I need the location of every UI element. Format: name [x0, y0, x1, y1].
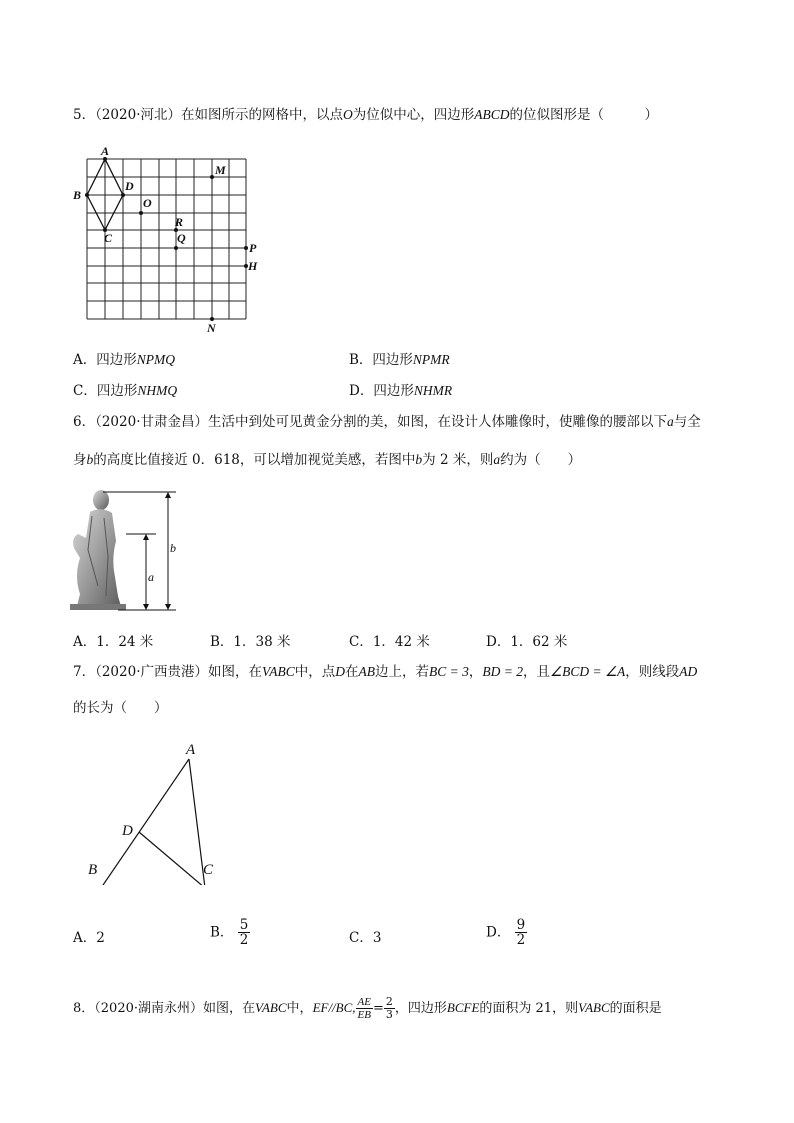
q5-option-d[interactable] — [349, 382, 452, 400]
q6-var-a: a — [493, 452, 501, 467]
q7-point-d: D — [335, 664, 345, 679]
q6-var-a: a — [667, 414, 674, 429]
option-name: NHMQ — [137, 383, 178, 398]
q5-option-c[interactable] — [73, 382, 177, 400]
option-fraction — [515, 918, 528, 947]
q5-point-o — [139, 211, 143, 215]
q5-label-m: M — [215, 163, 226, 177]
option-letter: C． — [349, 930, 373, 946]
q8-text: 如图，在 — [203, 1001, 256, 1016]
q6-option-d[interactable] — [486, 633, 567, 651]
q7-cond-angle: ∠BCD = ∠A — [549, 664, 626, 679]
option-letter: D． — [486, 634, 511, 650]
q7-text: ，则线段 — [625, 664, 680, 680]
q5-point-p — [244, 246, 248, 250]
q7-label-c: C — [203, 862, 214, 878]
option-letter: D． — [349, 383, 374, 399]
q7-text: 边上，若 — [375, 664, 429, 680]
fraction-denominator: 2 — [239, 932, 249, 948]
option-fraction — [238, 918, 251, 947]
q6-statue-figure — [68, 486, 183, 614]
q7-triangle: VABC — [262, 664, 295, 679]
fraction-denominator: 2 — [516, 932, 526, 948]
q5-label-a: A — [101, 144, 110, 158]
q8-number: 8． — [73, 1001, 95, 1016]
fraction-numerator: 2 — [385, 995, 393, 1008]
q7-label-b: B — [88, 862, 98, 878]
q5-label-o: O — [143, 196, 152, 210]
fraction-denominator: EB — [357, 1009, 371, 1021]
option-letter: C． — [349, 634, 373, 650]
option-prefix: 四边形 — [372, 352, 413, 368]
q8-source: （2020·湖南永州） — [94, 1001, 203, 1016]
q6-source: （2020·甘肃金昌） — [95, 414, 208, 430]
q7-text: 如图，在 — [208, 664, 262, 680]
q7-cond-bc: BC = 3 — [429, 664, 469, 679]
q5-point-d — [121, 193, 125, 197]
option-prefix: 四边形 — [373, 383, 414, 399]
q6-var-b: b — [415, 452, 423, 467]
fraction-numerator: 5 — [239, 917, 249, 933]
q8-triangle: VABC — [255, 1000, 287, 1015]
q8-text: 的面积是 — [609, 1001, 662, 1016]
q7-label-a: A — [186, 742, 196, 758]
q5-label-r: R — [175, 215, 184, 229]
q5-label-c: C — [104, 231, 113, 245]
option-text: 1．38 米 — [233, 634, 291, 650]
q7-segment-cd — [139, 832, 205, 885]
q8-text: ，四边形 — [394, 1001, 447, 1016]
q5-label-p: P — [249, 241, 257, 255]
q8-triangle: VABC — [578, 1000, 610, 1015]
option-letter: A． — [73, 352, 97, 368]
q6-label-b: b — [170, 541, 176, 555]
q6-text: 为 2 米，则 — [422, 452, 494, 468]
option-name: NPMR — [412, 352, 450, 367]
q7-label-d: D — [122, 823, 133, 839]
q6-text: 与全 — [673, 414, 701, 430]
q5-option-b[interactable] — [349, 351, 450, 369]
option-letter: A． — [73, 930, 97, 946]
option-text: 3 — [372, 930, 382, 946]
q5-label-b: B — [73, 188, 82, 202]
q7-option-b[interactable] — [210, 918, 250, 947]
q5-grid-figure — [70, 142, 270, 334]
q7-option-d[interactable] — [486, 918, 527, 947]
option-letter: C． — [73, 383, 97, 399]
q5-quad: ABCD — [474, 107, 510, 122]
fraction-numerator: 9 — [516, 917, 526, 933]
q5-stem — [73, 106, 658, 124]
q5-label-h: H — [248, 259, 258, 273]
q7-source: （2020·广西贵港） — [95, 664, 208, 680]
q5-source: （2020·河北） — [95, 107, 181, 123]
q6-option-c[interactable] — [349, 633, 430, 651]
q6-text: 生活中到处可见黄金分割的美，如图，在设计人体雕像时，使雕像的腰部以下 — [208, 414, 667, 430]
q6-stem-line1 — [73, 413, 701, 431]
q7-text: ，且 — [522, 664, 550, 680]
q5-text: 的位似图形是（ ） — [509, 107, 658, 123]
option-letter: B． — [210, 634, 234, 650]
q7-text: 在 — [345, 664, 359, 680]
q5-text: 为位似中心，四边形 — [352, 107, 475, 123]
q6-option-a[interactable] — [73, 633, 153, 651]
q7-text: 中，点 — [294, 664, 336, 680]
q8-quad: BCFE — [446, 1000, 480, 1015]
q6-text: 约为（ ） — [500, 452, 582, 468]
q8-stem — [73, 996, 662, 1021]
q8-equals: = — [372, 1001, 384, 1016]
q6-option-b[interactable] — [210, 633, 290, 651]
q8-fraction-ae-eb — [356, 996, 373, 1021]
q7-seg-ad: AD — [679, 664, 698, 679]
q8-fraction-2-3 — [384, 996, 395, 1021]
q5-point-o: O — [343, 107, 353, 122]
option-name: NPMQ — [136, 352, 175, 367]
option-text: 2 — [96, 930, 105, 946]
option-text: 1．24 米 — [96, 634, 154, 650]
q5-label-d: D — [125, 179, 134, 193]
q7-cond-bd: BD = 2 — [482, 664, 523, 679]
q5-label-n: N — [207, 321, 216, 334]
q7-text: ， — [468, 664, 483, 680]
q5-point-b — [85, 193, 89, 197]
option-prefix: 四边形 — [96, 352, 137, 368]
q6-number: 6． — [73, 414, 96, 430]
q8-text: 中， — [286, 1001, 313, 1016]
q6-text: 的高度比值接近 0．618，可以增加视觉美感，若图中 — [93, 452, 416, 468]
q6-label-a: a — [148, 570, 154, 584]
q5-number: 5． — [73, 107, 96, 123]
option-letter: A． — [73, 634, 97, 650]
q5-text: 在如图所示的网格中，以点 — [181, 107, 343, 123]
statue-icon — [70, 490, 126, 610]
option-prefix: 四边形 — [96, 383, 138, 399]
fraction-numerator: AE — [357, 996, 371, 1008]
option-text: 1．62 米 — [510, 634, 568, 650]
q5-point-m — [210, 175, 214, 179]
q8-cond-parallel: EF//BC, — [312, 1000, 356, 1015]
option-name: NHMR — [413, 383, 453, 398]
option-letter: B． — [210, 924, 234, 941]
q7-option-a[interactable] — [73, 929, 105, 947]
q5-label-q: Q — [177, 231, 186, 245]
option-letter: D． — [486, 924, 511, 941]
option-text: 1．42 米 — [372, 634, 430, 650]
q8-text: 的面积为 21，则 — [479, 1001, 579, 1016]
q7-side-ab — [101, 759, 189, 885]
q7-option-c[interactable] — [349, 929, 381, 947]
q5-option-a[interactable] — [73, 351, 175, 369]
q7-stem-line1 — [73, 663, 697, 681]
q6-var-b: b — [86, 452, 94, 467]
q7-stem-line2: 的长为（ ） — [73, 700, 168, 716]
q6-stem-line2 — [73, 451, 581, 469]
option-letter: B． — [349, 352, 373, 368]
fraction-denominator: 3 — [385, 1008, 393, 1021]
q7-number: 7． — [73, 664, 96, 680]
q5-point-q — [174, 246, 178, 250]
q7-seg-ab: AB — [358, 664, 375, 679]
q6-text: 身 — [73, 452, 87, 468]
